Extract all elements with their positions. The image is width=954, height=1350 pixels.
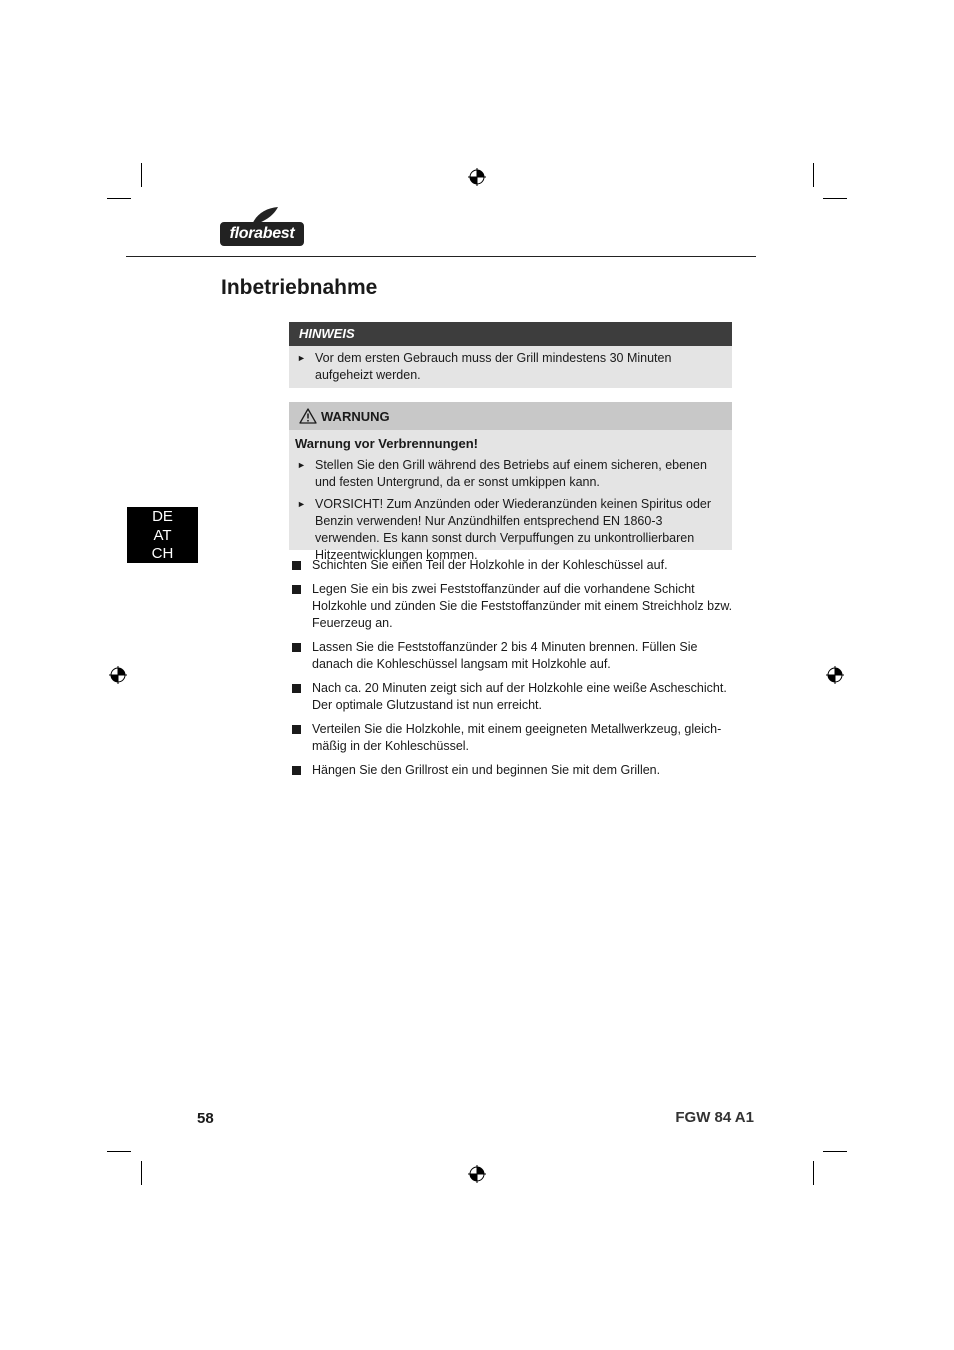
language-code: CH	[151, 545, 174, 562]
notice-item-text: Vor dem ersten Gebrauch muss der Grill mindestens 30 Minuten aufgeheizt werden.	[315, 351, 672, 382]
registration-mark-icon	[468, 1165, 486, 1183]
step-text: Verteilen Sie die Holzkohle, mit einem geeigneten Metallwerkzeug, gleich-mäßig in der Kohleschüssel.	[312, 722, 722, 753]
brand-logo	[220, 206, 306, 246]
notice-item	[295, 350, 722, 384]
square-bullet-icon	[292, 725, 301, 734]
step-text: Hängen Sie den Grillrost ein und beginnen Sie mit dem Grillen.	[312, 763, 661, 777]
list-item	[292, 680, 734, 714]
square-bullet-icon	[292, 766, 301, 775]
crop-mark	[107, 198, 131, 199]
step-text: Lassen Sie die Feststoffanzünder 2 bis 4 Minuten brennen. Füllen Sie danach die Kohleschüssel langsam mit Holzkohle auf.	[312, 640, 698, 671]
square-bullet-icon	[292, 684, 301, 693]
registration-mark-icon	[468, 168, 486, 186]
list-item	[292, 581, 734, 632]
crop-mark	[141, 163, 142, 187]
list-item	[292, 639, 734, 673]
header-rule	[126, 256, 756, 257]
language-code: AT	[153, 526, 172, 544]
page-title: Inbetriebnahme	[221, 276, 378, 299]
warning-box	[289, 430, 732, 562]
warning-triangle-icon	[299, 408, 317, 424]
warning-item	[295, 496, 722, 564]
step-text: Nach ca. 20 Minuten zeigt sich auf der Holzkohle eine weiße Ascheschicht. Der optimale Glutzustand ist nun erreicht.	[312, 681, 727, 712]
page-number: 58	[197, 1110, 214, 1127]
brand-logo-text: florabest	[220, 222, 304, 246]
notice-heading: HINWEIS	[289, 322, 732, 346]
warning-item-text: VORSICHT! Zum Anzünden oder Wiederanzünden keinen Spiritus oder Benzin verwenden! Nur Anzündhilfen entsprechend EN 1860-3 verwenden. Es kann sonst durch Verpuffungen zu unkontrollierbaren Hitzeentwicklungen kommen.	[315, 497, 712, 562]
notice-box	[289, 346, 732, 388]
square-bullet-icon	[292, 643, 301, 652]
square-bullet-icon	[292, 561, 301, 570]
step-text: Legen Sie ein bis zwei Feststoffanzünder auf die vorhandene Schicht Holzkohle und zünden Sie die Feststoffanzünder mit einem Streichholz bzw. Feuerzeug an.	[312, 582, 733, 630]
crop-mark	[813, 163, 814, 187]
warning-subheading: Warnung vor Verbrennungen!	[295, 436, 478, 451]
crop-mark	[823, 198, 847, 199]
registration-mark-icon	[109, 666, 127, 684]
steps-list	[292, 557, 734, 786]
registration-mark-icon	[826, 666, 844, 684]
crop-mark	[107, 1151, 131, 1152]
warning-heading-bar	[289, 402, 732, 430]
list-item	[292, 557, 734, 574]
arrow-right-icon: ►	[297, 499, 306, 509]
language-code: DE	[152, 508, 173, 525]
model-number: FGW 84 A1	[675, 1109, 754, 1126]
arrow-right-icon: ►	[297, 460, 306, 470]
list-item	[292, 762, 734, 779]
crop-mark	[823, 1151, 847, 1152]
warning-item-text: Stellen Sie den Grill während des Betriebs auf einem sicheren, ebenen und festen Untergrund, da er sonst umkippen kann.	[315, 458, 707, 489]
square-bullet-icon	[292, 585, 301, 594]
arrow-right-icon: ►	[297, 353, 306, 363]
list-item	[292, 721, 734, 755]
step-text: Schichten Sie einen Teil der Holzkohle in der Kohleschüssel auf.	[312, 558, 668, 572]
warning-item	[295, 457, 722, 491]
warning-heading: WARNUNG	[321, 408, 390, 424]
crop-mark	[813, 1161, 814, 1185]
language-tab	[127, 507, 198, 563]
crop-mark	[141, 1161, 142, 1185]
